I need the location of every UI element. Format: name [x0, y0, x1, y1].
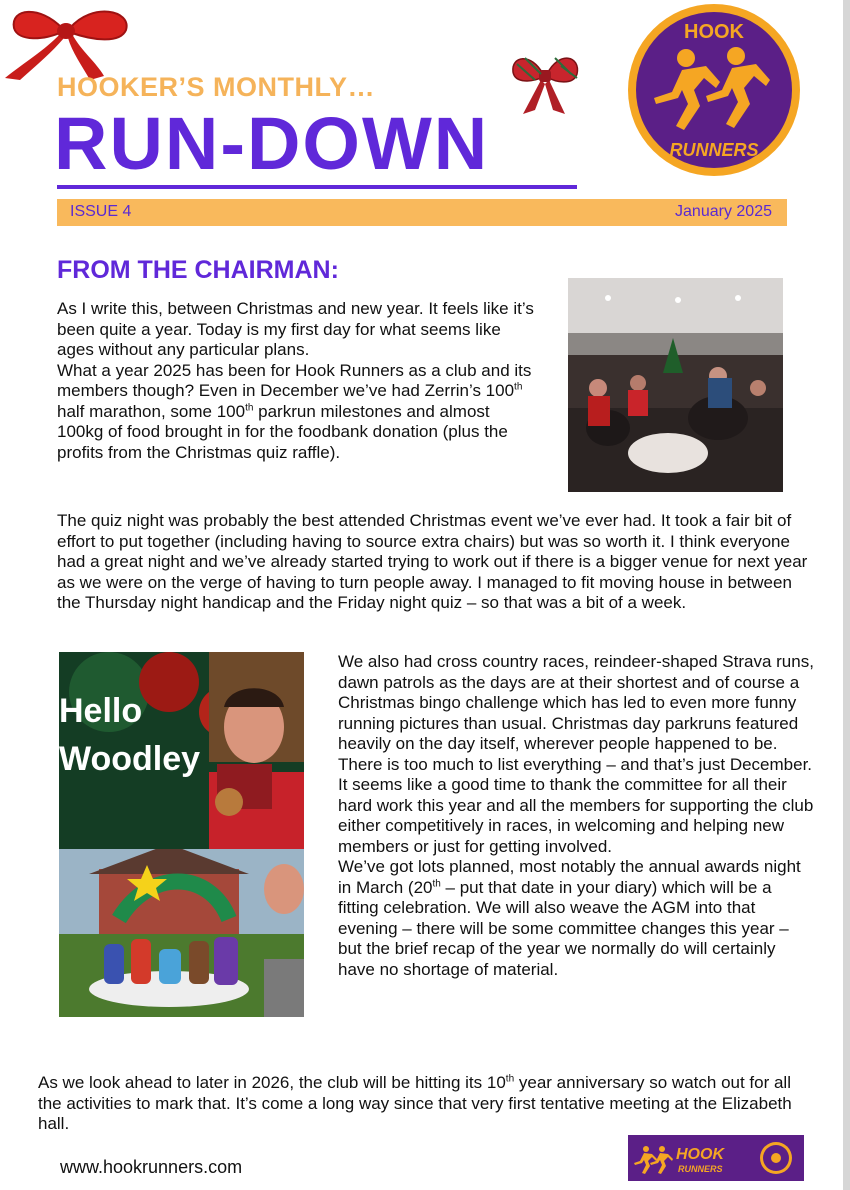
section-heading: FROM THE CHAIRMAN:	[57, 256, 339, 284]
quiz-night-photo	[568, 278, 783, 492]
paragraph-december-c: We’ve got lots planned, most notably the annual awards night in March (20th – put that date in your diary) which will be a fitting celebration. We will also weave the AGM into that evening – there will be some committee changes this year – but the brief recap of the year we normally do will certainly have no shortage of material.	[338, 857, 801, 979]
nativity-inflatable-photo	[59, 849, 304, 1017]
issue-date: January 2025	[675, 203, 772, 220]
paragraph-intro	[57, 299, 537, 463]
paragraph-december-b: It seems like a good time to thank the committee for all their hard work this year and all the members for supporting the club either competitively in races, in welcoming and helping new members or just for getting involved.	[338, 775, 814, 856]
newsletter-kicker: HOOKER’S MONTHLY…	[57, 72, 376, 102]
plaid-bow-icon	[505, 44, 583, 118]
newsletter-title: RUN-DOWN	[54, 102, 490, 185]
hook-runners-logo	[624, 0, 804, 180]
website-link[interactable]: www.hookrunners.com	[60, 1157, 243, 1177]
hello-woodley-photo	[59, 652, 304, 849]
page-edge	[843, 0, 850, 1190]
issue-number: ISSUE 4	[70, 203, 132, 220]
footer-logo-top: HOOK	[676, 1146, 724, 1163]
logo-top-text: HOOK	[684, 21, 744, 43]
paragraph-intro-b: What a year 2025 has been for Hook Runners as a club and its members though? Even in December we’ve had Zerrin’s 100th half marathon, some 100th parkrun milestones and almost 100kg of food brought in for the foodbank donation (plus the profits from the Christmas quiz raffle).	[57, 360, 532, 462]
footer-logo	[628, 1135, 804, 1181]
logo-bottom-text: RUNNERS	[669, 140, 759, 160]
paragraph-quiz-night: The quiz night was probably the best attended Christmas event we’ve ever had. It took a fair bit of effort to put together (including having to source extra chairs) but was so worth it. I think everyone had a great night and we’ve already started trying to work out if there is a bigger venue for next year as we were on the verge of having to turn people away. I managed to fit moving house in between the Thursday night handicap and the Friday night quiz – so that was a bit of a week.	[57, 511, 808, 612]
sign-text-hello: Hello	[59, 692, 143, 730]
title-underline	[57, 185, 577, 189]
paragraph-december-a: We also had cross country races, reindeer-shaped Strava runs, dawn patrols as the days are at their shortest and of course a Christmas bingo challenge which has led to even more funny running pictures than usual. Christmas day parkruns featured heavily on the day itself, wherever people happened to be. There is too much to list everything – and that’s just December.	[338, 652, 814, 774]
paragraph-anniversary: As we look ahead to later in 2026, the club will be hitting its 10th year anniversary so watch out for all the activities to mark that. It’s come a long way since that very first tentative meeting at the Elizabeth hall.	[38, 1073, 792, 1133]
paragraph-intro-a: As I write this, between Christmas and new year. It feels like it’s been quite a year. Today is my first day for what seems like ages without any particular plans.	[57, 299, 534, 359]
footer-logo-bottom: RUNNERS	[678, 1164, 723, 1174]
paragraph-december-activities	[338, 652, 814, 980]
sign-text-woodley: Woodley	[59, 740, 201, 778]
